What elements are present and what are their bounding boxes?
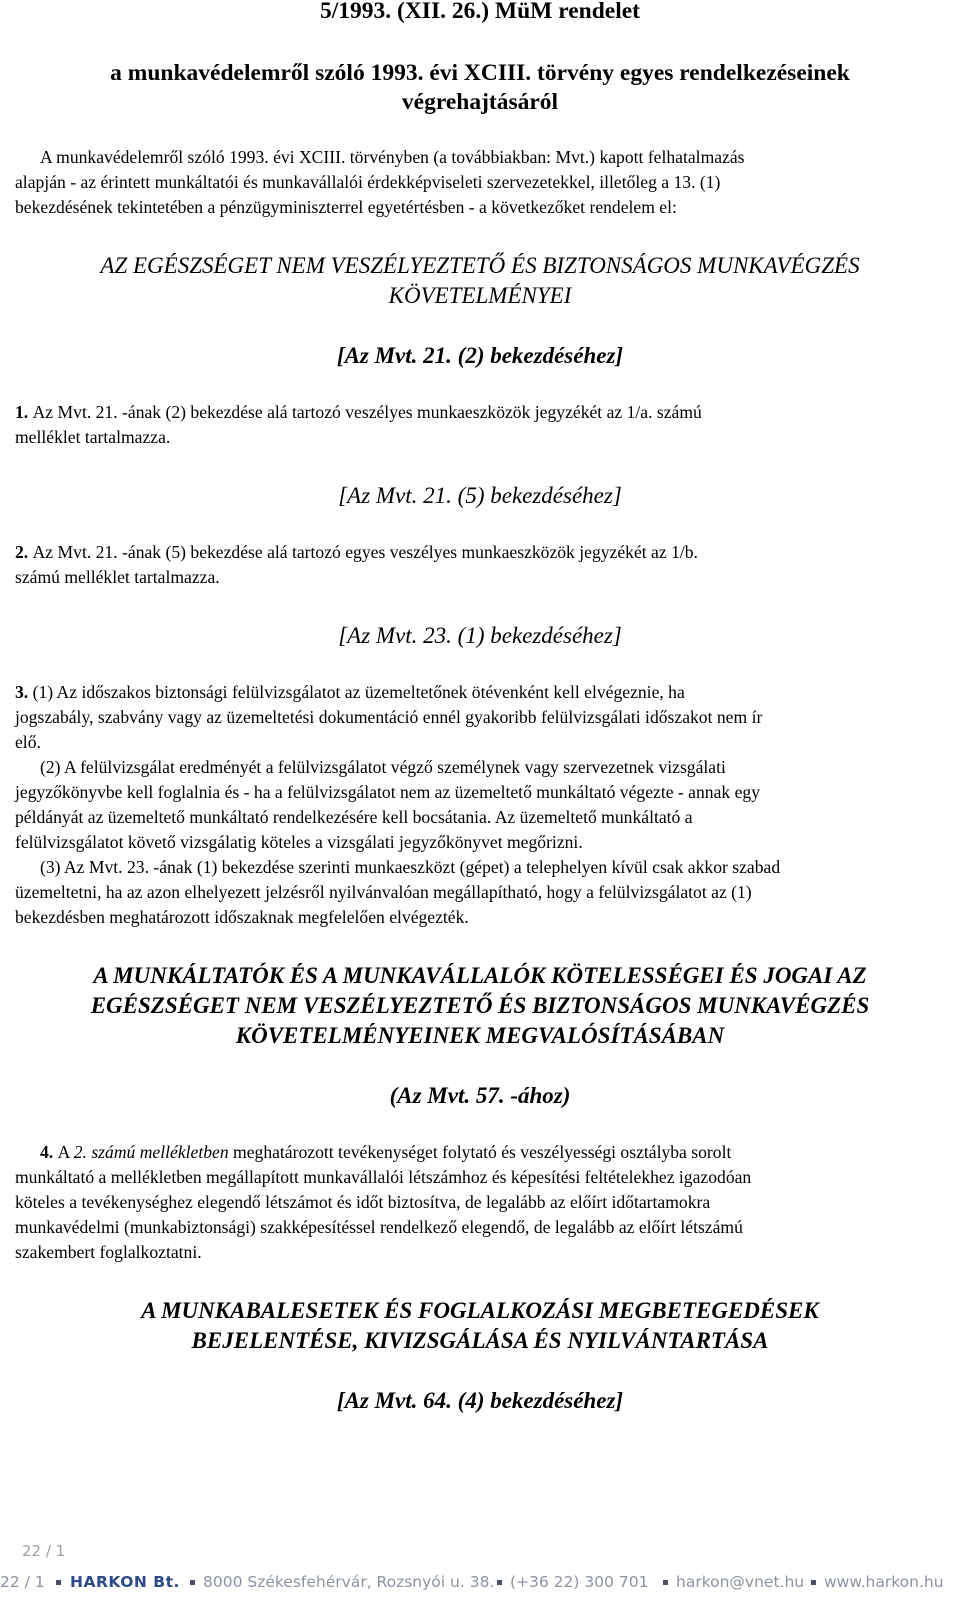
paragraph-3-line-7: felülvizsgálatot követő vizsgálatig köteles a vizsgálati jegyzőkönyvet megőrizni.: [15, 832, 583, 852]
footer-page-counter: 22 / 1: [0, 1573, 45, 1591]
paragraph-3-line-3: elő.: [15, 732, 41, 752]
intro-line-2: alapján - az érintett munkáltatói és munkavállalói érdekképviseleti szervezetekkel, illetőleg a 13. (1): [15, 172, 721, 192]
paragraph-1-text: Az Mvt. 21. -ának (2) bekezdése alá tartozó veszélyes munkaeszközök jegyzékét az 1/a. számú: [32, 402, 702, 422]
section-heading-3a: A MUNKABALESETEK ÉS FOGLALKOZÁSI MEGBETEGEDÉSEK: [141, 1298, 819, 1323]
paragraph-4-line-4: munkavédelmi (munkabiztonsági) szakképesítéssel rendelkező elegendő, de legalább az előírt létszámú: [15, 1217, 743, 1237]
paragraph-2-line-2: számú melléklet tartalmazza.: [15, 567, 220, 587]
page-label: 22 / 1: [22, 1542, 66, 1560]
subheading-57: (Az Mvt. 57. -ához): [389, 1083, 571, 1108]
section-heading-2c: KÖVETELMÉNYEINEK MEGVALÓSÍTÁSÁBAN: [235, 1023, 725, 1048]
paragraph-4-text-a: A: [57, 1142, 74, 1162]
footer-website[interactable]: www.harkon.hu: [824, 1573, 944, 1591]
paragraph-3-line-4: (2) A felülvizsgálat eredményét a felülvizsgálatot végző személynek vagy szervezetnek vizsgálati: [40, 757, 726, 777]
paragraph-4-line-3: köteles a tevékenységhez elegendő létszámot és időt biztosítva, de legalább az előírt időtartamokra: [15, 1192, 711, 1212]
paragraph-3-line-5: jegyzőkönyvbe kell foglalnia és - ha a felülvizsgálatot nem az üzemeltető munkáltató végezte - annak egy: [15, 782, 760, 802]
paragraph-3-line-6: példányát az üzemeltető munkáltató rendelkezésére kell bocsátania. Az üzemeltető munkáltató a: [15, 807, 693, 827]
section-heading-2a: A MUNKÁLTATÓK ÉS A MUNKAVÁLLALÓK KÖTELESSÉGEI ÉS JOGAI AZ: [93, 963, 867, 988]
subheading-21-5: [Az Mvt. 21. (5) bekezdéséhez]: [338, 483, 622, 508]
paragraph-3-line-8: (3) Az Mvt. 23. -ának (1) bekezdése szerinti munkaeszközt (gépet) a telephelyen kívül csak akkor szabad: [40, 857, 781, 877]
paragraph-3-line-10: bekezdésben meghatározott időszaknak megfelelően elvégezték.: [15, 907, 469, 927]
separator-square-icon: [190, 1580, 195, 1585]
paragraph-4-line-1: [40, 1144, 731, 1162]
paragraph-1-line-2: melléklet tartalmazza.: [15, 427, 171, 447]
subheading-21-2: [Az Mvt. 21. (2) bekezdéséhez]: [336, 343, 624, 368]
harkon-logo: HARKON Bt.: [70, 1573, 180, 1591]
subheading-23-1: [Az Mvt. 23. (1) bekezdéséhez]: [338, 623, 622, 648]
section-heading-1a: AZ EGÉSZSÉGET NEM VESZÉLYEZTETŐ ÉS BIZTONSÁGOS MUNKAVÉGZÉS: [100, 253, 860, 278]
paragraph-2-line-1: [15, 544, 698, 562]
annex-2-reference: 2. számú mellékletben: [73, 1142, 229, 1162]
paragraph-3-line-2: jogszabály, szabvány vagy az üzemeltetési dokumentáció ennél gyakoribb felülvizsgálati időszakot nem ír: [15, 707, 763, 727]
section-heading-3b: BEJELENTÉSE, KIVIZSGÁLÁSA ÉS NYILVÁNTARTÁSA: [191, 1328, 769, 1353]
paragraph-2-number: 2.: [15, 542, 33, 562]
separator-square-icon: [663, 1580, 668, 1585]
paragraph-4-line-5: szakembert foglalkoztatni.: [15, 1242, 202, 1262]
paragraph-3-text: (1) Az időszakos biztonsági felülvizsgálatot az üzemeltetőnek ötévenként kell elvégeznie, ha: [32, 682, 685, 702]
decree-number: 5/1993. (XII. 26.) MüM rendelet: [319, 0, 641, 24]
title-line-2: végrehajtásáról: [401, 89, 559, 115]
paragraph-3-line-9: üzemeltetni, ha az azon elhelyezett jelzésről nyilvánvalóan megállapítható, hogy a felülvizsgálatot az (1): [15, 882, 752, 902]
footer-phone: (+36 22) 300 701: [510, 1573, 649, 1591]
separator-square-icon: [497, 1580, 502, 1585]
footer-bar: [0, 1573, 960, 1597]
paragraph-4-line-2: munkáltató a mellékletben megállapított munkavállalói létszámhoz és képesítési feltételekhez igazodóan: [15, 1167, 752, 1187]
subheading-64-4: [Az Mvt. 64. (4) bekezdéséhez]: [336, 1388, 624, 1413]
intro-line-3: bekezdésének tekintetében a pénzügyminiszterrel egyetértésben - a következőket rendelem el:: [15, 197, 677, 217]
intro-line-1: A munkavédelemről szóló 1993. évi XCIII. törvényben (a továbbiakban: Mvt.) kapott felhatalmazás: [40, 147, 745, 167]
separator-square-icon: [811, 1580, 816, 1585]
footer-address: 8000 Székesfehérvár, Rozsnyói u. 38.: [203, 1573, 495, 1591]
separator-square-icon: [56, 1580, 61, 1585]
paragraph-1-line-1: [15, 404, 702, 422]
paragraph-4-text-c: meghatározott tevékenységet folytató és veszélyességi osztályba sorolt: [228, 1142, 732, 1162]
paragraph-4-number: 4.: [40, 1142, 58, 1162]
paragraph-3-line-1: [15, 684, 685, 702]
paragraph-1-number: 1.: [15, 402, 33, 422]
title-line-1: a munkavédelemről szóló 1993. évi XCIII. törvény egyes rendelkezéseinek: [110, 60, 850, 86]
paragraph-2-text: Az Mvt. 21. -ának (5) bekezdése alá tartozó egyes veszélyes munkaeszközök jegyzékét az 1/b.: [32, 542, 698, 562]
paragraph-3-number: 3.: [15, 682, 33, 702]
section-heading-1b: KÖVETELMÉNYEI: [388, 283, 572, 308]
footer-email[interactable]: harkon@vnet.hu: [676, 1573, 805, 1591]
section-heading-2b: EGÉSZSÉGET NEM VESZÉLYEZTETŐ ÉS BIZTONSÁGOS MUNKAVÉGZÉS: [90, 993, 870, 1018]
